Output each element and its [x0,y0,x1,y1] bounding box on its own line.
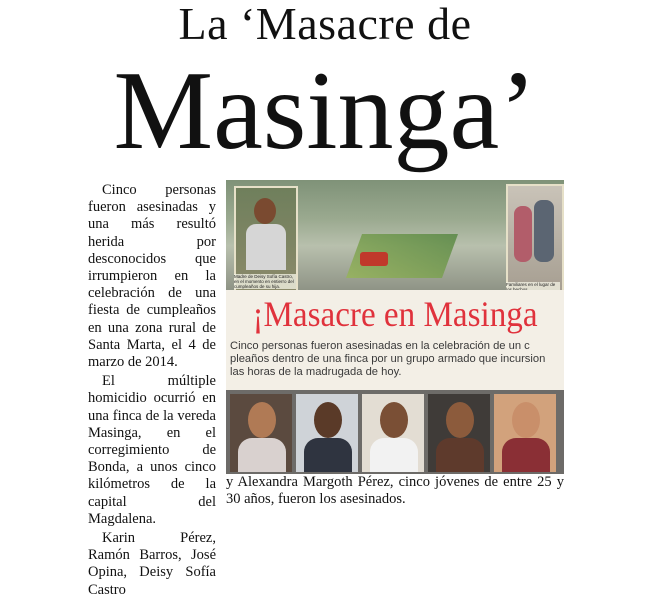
photo-subtext-line-3: las horas de la madrugada de hoy. [230,366,402,378]
photo-subtext [230,340,564,379]
victim-portrait [230,394,292,472]
photo-headline-band [226,290,564,390]
victim-portrait [296,394,358,472]
caption-left: Madre de Deisy Sofía Castro, en el momento en entierro del cumpleaños de su hija. [234,274,296,289]
person-shape [514,206,532,262]
photo-headline: ¡Masacre en Masinga [252,294,538,334]
victims-portrait-strip [226,390,564,474]
photo-subtext-line-2: pleaños dentro de una finca por un grupo armado que incursion [230,353,546,365]
victim-portrait [362,394,424,472]
article-paragraph-1: Cinco personas fueron asesinadas y una más resultó herida por desconocidos que irrumpieron en la celebración de una fiesta de cumpleaños en una zona rural de Santa Marta, el 4 de marzo de 2014. [88,182,216,371]
person-face-shape [254,198,276,224]
victim-portrait [494,394,556,472]
caption-right: Familiares en el lugar de [506,282,560,292]
headline-line2: Masinga’ [113,49,537,173]
news-photo [226,180,564,474]
article-continuation: y Alexandra Margoth Pérez, cinco jóvenes de entre 25 y 30 años, fueron los asesinados. [226,474,564,508]
red-object-shape [360,252,388,266]
article-paragraph-3: Karin Pérez, Ramón Barros, José Opina, Deisy Sofía Castro [88,530,216,598]
victim-portrait [428,394,490,472]
person-shape [534,200,554,262]
inset-photo-relatives [506,184,564,292]
article-body-column [88,182,216,599]
person-shirt-shape [246,224,286,270]
article-paragraph-2: El múltiple homicidio ocurrió en una finca de la vereda Masinga, en el corregimiento de Bonda, a unos cinco kilómetros de la capital del Magdalena. [88,373,216,527]
headline-line1: La ‘Masacre de [178,0,472,49]
photo-subtext-line-1: Cinco personas fueron asesinadas en la celebración de un c [230,340,530,352]
